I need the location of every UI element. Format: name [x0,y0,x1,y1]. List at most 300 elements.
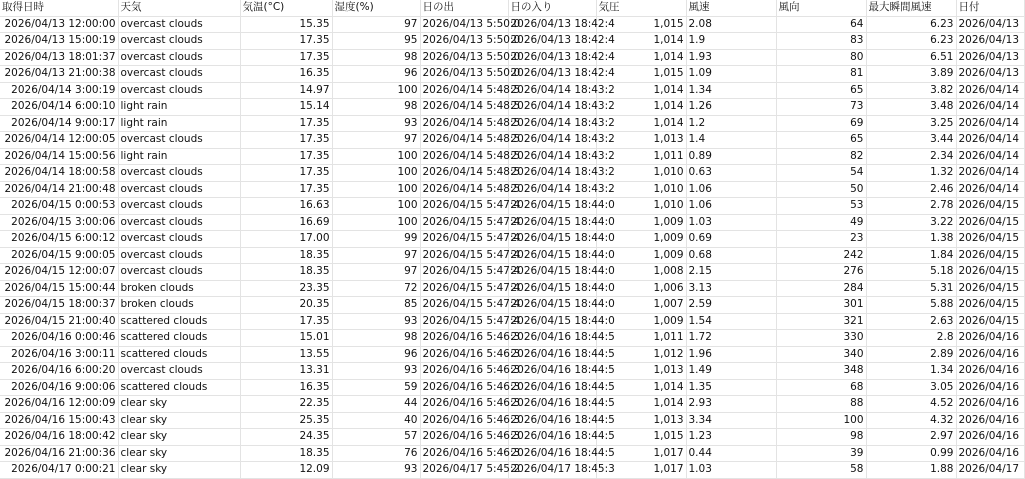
cell-wind-speed[interactable]: 1.49 [686,363,776,380]
cell-sunrise[interactable]: 2026/04/15 5:47:4 [420,297,508,314]
cell-date[interactable]: 2026/04/15 [956,247,1024,264]
cell-sunset[interactable]: 2026/04/15 18:44:0 [508,198,596,215]
cell-humidity[interactable]: 95 [332,33,420,50]
cell-date[interactable]: 2026/04/15 [956,313,1024,330]
cell-fetched-at[interactable]: 2026/04/15 21:00:40 [0,313,118,330]
cell-weather[interactable]: clear sky [118,412,240,429]
cell-fetched-at[interactable]: 2026/04/15 6:00:12 [0,231,118,248]
cell-sunrise[interactable]: 2026/04/17 5:45:2 [420,462,508,479]
cell-max-gust[interactable]: 3.25 [866,115,956,132]
cell-weather[interactable]: overcast clouds [118,49,240,66]
cell-sunset[interactable]: 2026/04/14 18:43:2 [508,165,596,182]
cell-wind-direction[interactable]: 68 [776,379,866,396]
cell-max-gust[interactable]: 1.32 [866,165,956,182]
cell-wind-speed[interactable]: 1.23 [686,429,776,446]
cell-pressure[interactable]: 1,009 [596,231,686,248]
cell-date[interactable]: 2026/04/14 [956,82,1024,99]
cell-wind-direction[interactable]: 50 [776,181,866,198]
cell-fetched-at[interactable]: 2026/04/16 9:00:06 [0,379,118,396]
cell-max-gust[interactable]: 6.23 [866,33,956,50]
cell-wind-speed[interactable]: 1.06 [686,198,776,215]
cell-humidity[interactable]: 96 [332,346,420,363]
cell-sunrise[interactable]: 2026/04/15 5:47:4 [420,280,508,297]
cell-humidity[interactable]: 97 [332,247,420,264]
cell-fetched-at[interactable]: 2026/04/15 9:00:05 [0,247,118,264]
cell-temperature[interactable]: 23.35 [240,280,332,297]
cell-max-gust[interactable]: 2.78 [866,198,956,215]
cell-date[interactable]: 2026/04/16 [956,363,1024,380]
cell-sunset[interactable]: 2026/04/14 18:43:2 [508,132,596,149]
cell-wind-direction[interactable]: 53 [776,198,866,215]
cell-temperature[interactable]: 16.35 [240,379,332,396]
cell-sunset[interactable]: 2026/04/14 18:43:2 [508,181,596,198]
cell-sunset[interactable]: 2026/04/13 18:42:4 [508,49,596,66]
cell-wind-speed[interactable]: 1.96 [686,346,776,363]
cell-fetched-at[interactable]: 2026/04/16 15:00:43 [0,412,118,429]
cell-weather[interactable]: light rain [118,148,240,165]
cell-temperature[interactable]: 17.00 [240,231,332,248]
cell-sunset[interactable]: 2026/04/15 18:44:0 [508,313,596,330]
cell-wind-direction[interactable]: 301 [776,297,866,314]
cell-sunset[interactable]: 2026/04/16 18:44:5 [508,396,596,413]
cell-date[interactable]: 2026/04/16 [956,445,1024,462]
cell-temperature[interactable]: 13.31 [240,363,332,380]
cell-wind-speed[interactable]: 1.03 [686,214,776,231]
cell-wind-direction[interactable]: 73 [776,99,866,116]
cell-temperature[interactable]: 17.35 [240,33,332,50]
cell-weather[interactable]: overcast clouds [118,198,240,215]
cell-sunset[interactable]: 2026/04/14 18:43:2 [508,99,596,116]
cell-humidity[interactable]: 98 [332,49,420,66]
cell-humidity[interactable]: 72 [332,280,420,297]
cell-wind-direction[interactable]: 348 [776,363,866,380]
cell-max-gust[interactable]: 3.22 [866,214,956,231]
cell-wind-direction[interactable]: 321 [776,313,866,330]
cell-pressure[interactable]: 1,010 [596,181,686,198]
cell-sunrise[interactable]: 2026/04/13 5:50:0 [420,49,508,66]
cell-pressure[interactable]: 1,007 [596,297,686,314]
cell-fetched-at[interactable]: 2026/04/15 3:00:06 [0,214,118,231]
cell-humidity[interactable]: 93 [332,313,420,330]
cell-sunset[interactable]: 2026/04/14 18:43:2 [508,148,596,165]
cell-wind-speed[interactable]: 2.08 [686,16,776,33]
cell-wind-speed[interactable]: 3.13 [686,280,776,297]
cell-temperature[interactable]: 17.35 [240,132,332,149]
cell-max-gust[interactable]: 3.44 [866,132,956,149]
cell-humidity[interactable]: 100 [332,165,420,182]
cell-fetched-at[interactable]: 2026/04/14 15:00:56 [0,148,118,165]
cell-humidity[interactable]: 96 [332,66,420,83]
cell-temperature[interactable]: 17.35 [240,49,332,66]
cell-pressure[interactable]: 1,006 [596,280,686,297]
cell-fetched-at[interactable]: 2026/04/14 21:00:48 [0,181,118,198]
cell-temperature[interactable]: 18.35 [240,247,332,264]
cell-temperature[interactable]: 17.35 [240,148,332,165]
cell-fetched-at[interactable]: 2026/04/14 9:00:17 [0,115,118,132]
cell-fetched-at[interactable]: 2026/04/15 18:00:37 [0,297,118,314]
cell-pressure[interactable]: 1,011 [596,330,686,347]
cell-sunset[interactable]: 2026/04/15 18:44:0 [508,247,596,264]
cell-wind-speed[interactable]: 1.34 [686,82,776,99]
cell-fetched-at[interactable]: 2026/04/13 15:00:19 [0,33,118,50]
cell-pressure[interactable]: 1,010 [596,198,686,215]
cell-date[interactable]: 2026/04/14 [956,148,1024,165]
cell-humidity[interactable]: 40 [332,412,420,429]
cell-wind-speed[interactable]: 1.54 [686,313,776,330]
cell-wind-speed[interactable]: 0.63 [686,165,776,182]
cell-sunrise[interactable]: 2026/04/14 5:48:5 [420,148,508,165]
cell-sunrise[interactable]: 2026/04/15 5:47:4 [420,198,508,215]
cell-weather[interactable]: overcast clouds [118,165,240,182]
cell-date[interactable]: 2026/04/14 [956,99,1024,116]
cell-sunrise[interactable]: 2026/04/16 5:46:3 [420,412,508,429]
cell-sunset[interactable]: 2026/04/15 18:44:0 [508,280,596,297]
cell-wind-speed[interactable]: 0.68 [686,247,776,264]
cell-sunrise[interactable]: 2026/04/14 5:48:5 [420,132,508,149]
cell-humidity[interactable]: 57 [332,429,420,446]
cell-humidity[interactable]: 100 [332,181,420,198]
cell-sunrise[interactable]: 2026/04/16 5:46:3 [420,330,508,347]
cell-fetched-at[interactable]: 2026/04/16 3:00:11 [0,346,118,363]
header-weather[interactable]: 天気 [118,0,240,16]
cell-date[interactable]: 2026/04/13 [956,49,1024,66]
cell-sunrise[interactable]: 2026/04/16 5:46:3 [420,363,508,380]
cell-weather[interactable]: overcast clouds [118,66,240,83]
cell-pressure[interactable]: 1,017 [596,445,686,462]
cell-pressure[interactable]: 1,014 [596,115,686,132]
cell-max-gust[interactable]: 2.89 [866,346,956,363]
cell-humidity[interactable]: 97 [332,264,420,281]
cell-wind-direction[interactable]: 23 [776,231,866,248]
cell-pressure[interactable]: 1,014 [596,396,686,413]
cell-sunset[interactable]: 2026/04/14 18:43:2 [508,82,596,99]
cell-fetched-at[interactable]: 2026/04/15 0:00:53 [0,198,118,215]
cell-humidity[interactable]: 85 [332,297,420,314]
cell-max-gust[interactable]: 3.89 [866,66,956,83]
cell-pressure[interactable]: 1,014 [596,49,686,66]
cell-fetched-at[interactable]: 2026/04/14 18:00:58 [0,165,118,182]
cell-weather[interactable]: overcast clouds [118,82,240,99]
cell-humidity[interactable]: 93 [332,363,420,380]
cell-pressure[interactable]: 1,009 [596,247,686,264]
cell-temperature[interactable]: 15.35 [240,16,332,33]
cell-weather[interactable]: overcast clouds [118,33,240,50]
cell-humidity[interactable]: 93 [332,115,420,132]
cell-sunrise[interactable]: 2026/04/16 5:46:3 [420,429,508,446]
cell-weather[interactable]: overcast clouds [118,264,240,281]
header-wind-direction[interactable]: 風向 [776,0,866,16]
cell-wind-speed[interactable]: 2.59 [686,297,776,314]
cell-humidity[interactable]: 44 [332,396,420,413]
cell-wind-speed[interactable]: 3.34 [686,412,776,429]
cell-date[interactable]: 2026/04/14 [956,181,1024,198]
cell-sunrise[interactable]: 2026/04/14 5:48:5 [420,181,508,198]
cell-sunset[interactable]: 2026/04/16 18:44:5 [508,330,596,347]
cell-weather[interactable]: broken clouds [118,297,240,314]
header-date[interactable]: 日付 [956,0,1024,16]
cell-date[interactable]: 2026/04/14 [956,132,1024,149]
cell-date[interactable]: 2026/04/15 [956,264,1024,281]
cell-wind-direction[interactable]: 330 [776,330,866,347]
cell-sunset[interactable]: 2026/04/13 18:42:4 [508,66,596,83]
cell-fetched-at[interactable]: 2026/04/16 21:00:36 [0,445,118,462]
cell-fetched-at[interactable]: 2026/04/14 12:00:05 [0,132,118,149]
cell-weather[interactable]: overcast clouds [118,247,240,264]
cell-fetched-at[interactable]: 2026/04/15 15:00:44 [0,280,118,297]
cell-weather[interactable]: overcast clouds [118,16,240,33]
cell-pressure[interactable]: 1,013 [596,363,686,380]
cell-date[interactable]: 2026/04/13 [956,33,1024,50]
cell-weather[interactable]: clear sky [118,396,240,413]
cell-max-gust[interactable]: 3.82 [866,82,956,99]
cell-temperature[interactable]: 14.97 [240,82,332,99]
cell-wind-direction[interactable]: 64 [776,16,866,33]
cell-date[interactable]: 2026/04/16 [956,396,1024,413]
cell-weather[interactable]: scattered clouds [118,330,240,347]
cell-temperature[interactable]: 17.35 [240,313,332,330]
cell-pressure[interactable]: 1,008 [596,264,686,281]
header-pressure[interactable]: 気圧 [596,0,686,16]
cell-humidity[interactable]: 99 [332,231,420,248]
cell-sunset[interactable]: 2026/04/16 18:44:5 [508,429,596,446]
cell-max-gust[interactable]: 3.05 [866,379,956,396]
cell-sunrise[interactable]: 2026/04/13 5:50:0 [420,16,508,33]
cell-wind-direction[interactable]: 100 [776,412,866,429]
cell-humidity[interactable]: 98 [332,99,420,116]
cell-wind-speed[interactable]: 2.93 [686,396,776,413]
cell-date[interactable]: 2026/04/16 [956,379,1024,396]
cell-sunrise[interactable]: 2026/04/15 5:47:4 [420,264,508,281]
cell-wind-speed[interactable]: 1.4 [686,132,776,149]
cell-sunrise[interactable]: 2026/04/14 5:48:5 [420,165,508,182]
cell-humidity[interactable]: 76 [332,445,420,462]
cell-humidity[interactable]: 100 [332,214,420,231]
cell-pressure[interactable]: 1,015 [596,16,686,33]
cell-fetched-at[interactable]: 2026/04/16 6:00:20 [0,363,118,380]
cell-date[interactable]: 2026/04/16 [956,412,1024,429]
cell-sunrise[interactable]: 2026/04/16 5:46:3 [420,396,508,413]
cell-max-gust[interactable]: 6.51 [866,49,956,66]
cell-pressure[interactable]: 1,014 [596,99,686,116]
cell-date[interactable]: 2026/04/15 [956,214,1024,231]
header-temperature[interactable]: 気温(°C) [240,0,332,16]
cell-max-gust[interactable]: 2.63 [866,313,956,330]
cell-date[interactable]: 2026/04/16 [956,330,1024,347]
cell-weather[interactable]: overcast clouds [118,363,240,380]
cell-sunrise[interactable]: 2026/04/15 5:47:4 [420,313,508,330]
cell-fetched-at[interactable]: 2026/04/13 18:01:37 [0,49,118,66]
cell-fetched-at[interactable]: 2026/04/16 0:00:46 [0,330,118,347]
header-humidity[interactable]: 湿度(%) [332,0,420,16]
cell-weather[interactable]: light rain [118,99,240,116]
cell-temperature[interactable]: 15.01 [240,330,332,347]
cell-humidity[interactable]: 100 [332,82,420,99]
cell-sunset[interactable]: 2026/04/15 18:44:0 [508,214,596,231]
cell-max-gust[interactable]: 1.38 [866,231,956,248]
cell-sunrise[interactable]: 2026/04/16 5:46:3 [420,379,508,396]
cell-pressure[interactable]: 1,015 [596,429,686,446]
cell-temperature[interactable]: 16.35 [240,66,332,83]
cell-max-gust[interactable]: 5.31 [866,280,956,297]
cell-max-gust[interactable]: 1.34 [866,363,956,380]
cell-sunset[interactable]: 2026/04/13 18:42:4 [508,33,596,50]
cell-wind-direction[interactable]: 65 [776,132,866,149]
cell-weather[interactable]: scattered clouds [118,313,240,330]
cell-weather[interactable]: clear sky [118,445,240,462]
cell-temperature[interactable]: 16.63 [240,198,332,215]
cell-date[interactable]: 2026/04/15 [956,297,1024,314]
cell-wind-speed[interactable]: 1.26 [686,99,776,116]
cell-wind-speed[interactable]: 2.15 [686,264,776,281]
cell-humidity[interactable]: 100 [332,148,420,165]
cell-weather[interactable]: clear sky [118,462,240,479]
cell-max-gust[interactable]: 1.88 [866,462,956,479]
cell-fetched-at[interactable]: 2026/04/13 21:00:38 [0,66,118,83]
cell-wind-direction[interactable]: 276 [776,264,866,281]
cell-pressure[interactable]: 1,014 [596,82,686,99]
header-max-gust[interactable]: 最大瞬間風速 [866,0,956,16]
cell-sunset[interactable]: 2026/04/15 18:44:0 [508,264,596,281]
cell-pressure[interactable]: 1,013 [596,412,686,429]
cell-temperature[interactable]: 18.35 [240,264,332,281]
cell-date[interactable]: 2026/04/15 [956,198,1024,215]
cell-sunset[interactable]: 2026/04/16 18:44:5 [508,445,596,462]
cell-wind-direction[interactable]: 80 [776,49,866,66]
cell-sunrise[interactable]: 2026/04/16 5:46:3 [420,346,508,363]
cell-pressure[interactable]: 1,010 [596,165,686,182]
cell-max-gust[interactable]: 0.99 [866,445,956,462]
cell-max-gust[interactable]: 4.32 [866,412,956,429]
cell-weather[interactable]: overcast clouds [118,214,240,231]
cell-sunset[interactable]: 2026/04/16 18:44:5 [508,346,596,363]
cell-wind-direction[interactable]: 81 [776,66,866,83]
cell-humidity[interactable]: 93 [332,462,420,479]
cell-max-gust[interactable]: 2.46 [866,181,956,198]
cell-max-gust[interactable]: 3.48 [866,99,956,116]
cell-wind-direction[interactable]: 58 [776,462,866,479]
cell-sunrise[interactable]: 2026/04/15 5:47:4 [420,231,508,248]
cell-max-gust[interactable]: 5.18 [866,264,956,281]
cell-wind-direction[interactable]: 65 [776,82,866,99]
cell-temperature[interactable]: 17.35 [240,115,332,132]
cell-weather[interactable]: light rain [118,115,240,132]
cell-wind-direction[interactable]: 88 [776,396,866,413]
cell-max-gust[interactable]: 1.84 [866,247,956,264]
cell-wind-speed[interactable]: 1.72 [686,330,776,347]
cell-sunset[interactable]: 2026/04/17 18:45:3 [508,462,596,479]
cell-date[interactable]: 2026/04/14 [956,165,1024,182]
cell-pressure[interactable]: 1,009 [596,313,686,330]
cell-date[interactable]: 2026/04/16 [956,346,1024,363]
cell-wind-direction[interactable]: 49 [776,214,866,231]
cell-max-gust[interactable]: 2.8 [866,330,956,347]
cell-fetched-at[interactable]: 2026/04/13 12:00:00 [0,16,118,33]
cell-pressure[interactable]: 1,013 [596,132,686,149]
cell-weather[interactable]: scattered clouds [118,346,240,363]
cell-date[interactable]: 2026/04/13 [956,16,1024,33]
cell-temperature[interactable]: 22.35 [240,396,332,413]
cell-weather[interactable]: overcast clouds [118,181,240,198]
cell-sunrise[interactable]: 2026/04/14 5:48:5 [420,82,508,99]
cell-wind-speed[interactable]: 1.03 [686,462,776,479]
cell-humidity[interactable]: 59 [332,379,420,396]
cell-wind-speed[interactable]: 1.2 [686,115,776,132]
cell-fetched-at[interactable]: 2026/04/14 6:00:10 [0,99,118,116]
cell-weather[interactable]: overcast clouds [118,231,240,248]
cell-pressure[interactable]: 1,014 [596,33,686,50]
cell-wind-direction[interactable]: 39 [776,445,866,462]
cell-fetched-at[interactable]: 2026/04/15 12:00:07 [0,264,118,281]
cell-pressure[interactable]: 1,015 [596,66,686,83]
cell-weather[interactable]: broken clouds [118,280,240,297]
cell-humidity[interactable]: 97 [332,16,420,33]
cell-sunrise[interactable]: 2026/04/13 5:50:0 [420,33,508,50]
cell-wind-direction[interactable]: 340 [776,346,866,363]
cell-temperature[interactable]: 20.35 [240,297,332,314]
cell-sunset[interactable]: 2026/04/16 18:44:5 [508,363,596,380]
header-sunset[interactable]: 日の入り [508,0,596,16]
cell-sunrise[interactable]: 2026/04/13 5:50:0 [420,66,508,83]
cell-sunrise[interactable]: 2026/04/15 5:47:4 [420,214,508,231]
cell-wind-speed[interactable]: 1.09 [686,66,776,83]
cell-wind-speed[interactable]: 1.93 [686,49,776,66]
cell-humidity[interactable]: 100 [332,198,420,215]
cell-wind-direction[interactable]: 69 [776,115,866,132]
cell-fetched-at[interactable]: 2026/04/16 18:00:42 [0,429,118,446]
header-fetched-at[interactable]: 取得日時 [0,0,118,16]
cell-sunrise[interactable]: 2026/04/14 5:48:5 [420,115,508,132]
cell-wind-speed[interactable]: 0.69 [686,231,776,248]
cell-max-gust[interactable]: 2.97 [866,429,956,446]
cell-sunset[interactable]: 2026/04/13 18:42:4 [508,16,596,33]
cell-sunset[interactable]: 2026/04/14 18:43:2 [508,115,596,132]
cell-date[interactable]: 2026/04/15 [956,280,1024,297]
cell-pressure[interactable]: 1,009 [596,214,686,231]
cell-humidity[interactable]: 97 [332,132,420,149]
cell-wind-direction[interactable]: 98 [776,429,866,446]
cell-humidity[interactable]: 98 [332,330,420,347]
cell-temperature[interactable]: 12.09 [240,462,332,479]
cell-date[interactable]: 2026/04/15 [956,231,1024,248]
cell-fetched-at[interactable]: 2026/04/17 0:00:21 [0,462,118,479]
cell-weather[interactable]: overcast clouds [118,132,240,149]
cell-date[interactable]: 2026/04/17 [956,462,1024,479]
cell-temperature[interactable]: 18.35 [240,445,332,462]
cell-temperature[interactable]: 25.35 [240,412,332,429]
cell-date[interactable]: 2026/04/16 [956,429,1024,446]
cell-temperature[interactable]: 24.35 [240,429,332,446]
cell-pressure[interactable]: 1,012 [596,346,686,363]
cell-sunset[interactable]: 2026/04/15 18:44:0 [508,297,596,314]
cell-pressure[interactable]: 1,017 [596,462,686,479]
cell-wind-direction[interactable]: 54 [776,165,866,182]
cell-max-gust[interactable]: 4.52 [866,396,956,413]
cell-date[interactable]: 2026/04/13 [956,66,1024,83]
cell-pressure[interactable]: 1,014 [596,379,686,396]
cell-sunrise[interactable]: 2026/04/15 5:47:4 [420,247,508,264]
cell-fetched-at[interactable]: 2026/04/16 12:00:09 [0,396,118,413]
cell-max-gust[interactable]: 2.34 [866,148,956,165]
header-wind-speed[interactable]: 風速 [686,0,776,16]
cell-pressure[interactable]: 1,011 [596,148,686,165]
cell-wind-speed[interactable]: 1.35 [686,379,776,396]
cell-sunrise[interactable]: 2026/04/16 5:46:3 [420,445,508,462]
cell-temperature[interactable]: 16.69 [240,214,332,231]
cell-sunset[interactable]: 2026/04/16 18:44:5 [508,412,596,429]
cell-wind-direction[interactable]: 242 [776,247,866,264]
cell-temperature[interactable]: 17.35 [240,181,332,198]
cell-temperature[interactable]: 17.35 [240,165,332,182]
